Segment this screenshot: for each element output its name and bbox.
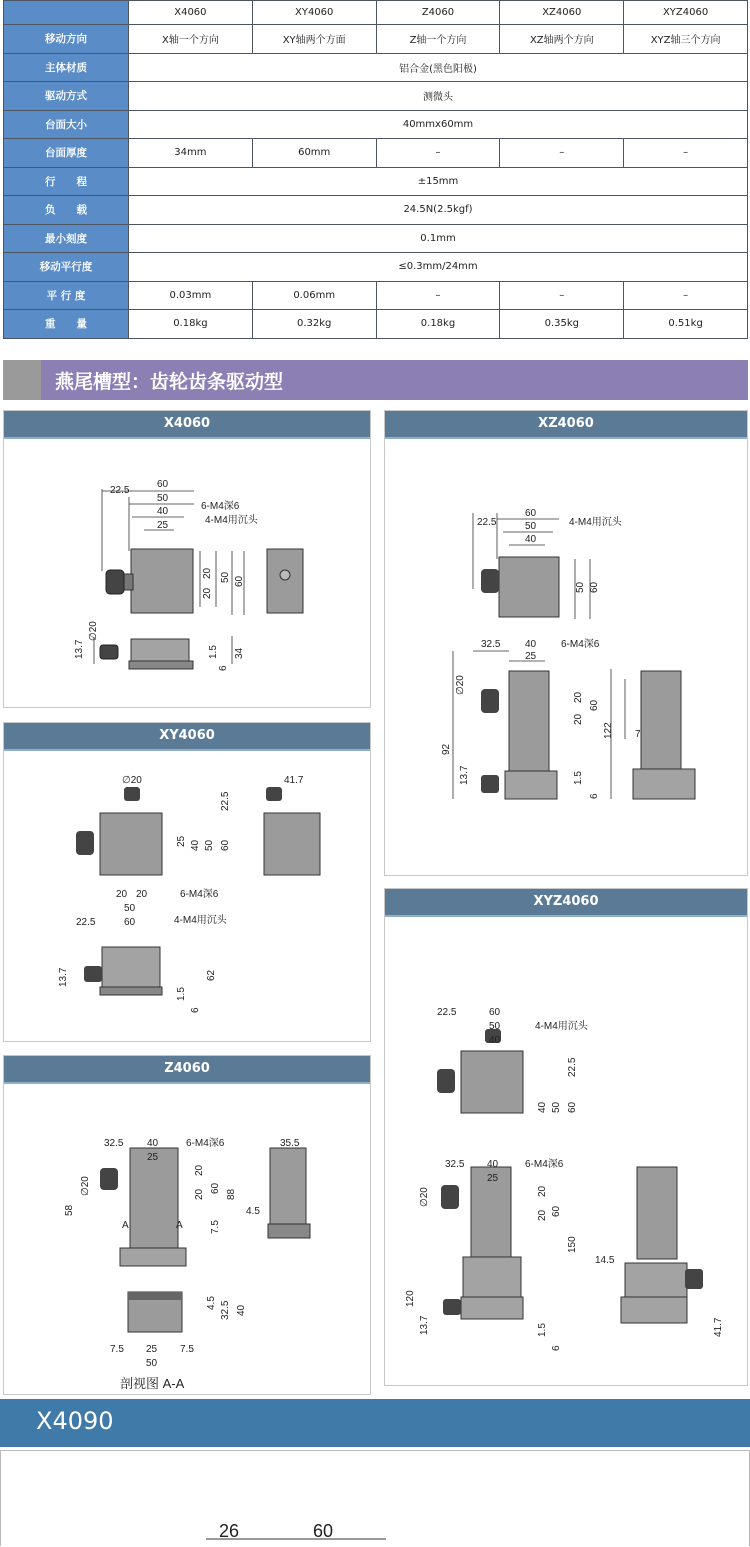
dim-label: 25	[146, 1344, 158, 1355]
dim-label: 4-M4用沉头	[174, 915, 227, 926]
row-label: 负 载	[4, 196, 129, 225]
dim-label: 6-M4深6	[525, 1159, 564, 1170]
dim-label: 60	[157, 479, 169, 490]
dim-label: 50	[124, 903, 136, 914]
dim-label: ∅20	[80, 1176, 91, 1196]
row-label: 行 程	[4, 167, 129, 196]
dim-label: ∅20	[419, 1187, 430, 1207]
table-cell: 34mm	[129, 139, 253, 168]
table-cell: 0.03mm	[129, 281, 253, 310]
row-label: 移动平行度	[4, 253, 129, 282]
panel-xz4060	[384, 410, 748, 876]
x4090-header	[0, 1399, 750, 1447]
dim-label: 20	[202, 567, 213, 579]
dim-label: 6	[190, 1007, 201, 1013]
row-label: 驱动方式	[4, 82, 129, 111]
dim-label: 20	[537, 1209, 548, 1221]
dim-label: 50	[525, 521, 537, 532]
table-cell: –	[624, 139, 748, 168]
dim-label: 25	[147, 1152, 159, 1163]
dim-label: 6	[218, 665, 229, 671]
dim-label: 60	[489, 1007, 501, 1018]
dim-label: 22.5	[477, 517, 497, 528]
dim-label: 25	[176, 835, 187, 847]
dim-label: 150	[567, 1236, 578, 1253]
dim-label: 20	[202, 587, 213, 599]
dim-label: 40	[157, 506, 169, 517]
banner-accent	[3, 360, 41, 400]
dim-label: 4-M4用沉头	[535, 1021, 588, 1032]
table-header-row	[4, 1, 748, 25]
dim-label: 22.5	[76, 917, 96, 928]
x4060-drawing	[4, 439, 370, 707]
dim-label: 4.5	[246, 1206, 260, 1217]
dim-label: 62	[206, 969, 217, 981]
dim-label: 6	[551, 1345, 562, 1351]
dim-label: 25	[487, 1173, 499, 1184]
table-row	[4, 110, 748, 139]
dim-label: 20	[194, 1188, 205, 1200]
table-cell: 40mmx60mm	[129, 110, 748, 139]
dim-label: 14.5	[595, 1255, 615, 1266]
table-cell: X轴一个方向	[129, 25, 253, 54]
xz4060-drawing	[385, 439, 747, 875]
dim-label: 1.5	[537, 1323, 548, 1337]
dim-label: 22.5	[110, 485, 130, 496]
dim-label: 4-M4用沉头	[569, 517, 622, 528]
table-cell: 0.51kg	[624, 310, 748, 339]
table-corner-cell	[4, 1, 129, 25]
dim-label: 88	[226, 1188, 237, 1200]
table-header-cell: X4060	[129, 1, 253, 25]
table-row	[4, 82, 748, 111]
dim-label: 40	[236, 1304, 247, 1316]
table-header-cell: XZ4060	[500, 1, 624, 25]
table-cell: –	[624, 281, 748, 310]
panel-xy4060	[3, 722, 371, 1042]
table-row	[4, 281, 748, 310]
row-label: 最小刻度	[4, 224, 129, 253]
table-cell: ±15mm	[129, 167, 748, 196]
dim-label: 40	[537, 1101, 548, 1113]
dim-label: 58	[64, 1204, 75, 1216]
table-header-cell: Z4060	[376, 1, 500, 25]
dim-label: 1.5	[573, 771, 584, 785]
dim-label: 60	[124, 917, 136, 928]
table-cell: 0.06mm	[252, 281, 376, 310]
dim-label: 60	[234, 575, 245, 587]
dim-label: 32.5	[445, 1159, 465, 1170]
table-cell: XY轴两个方面	[252, 25, 376, 54]
dim-label: 122	[603, 722, 614, 739]
table-cell: 0.18kg	[376, 310, 500, 339]
dim-label: 20	[194, 1164, 205, 1176]
dim-label: 6-M4深6	[561, 639, 600, 650]
dim-label: 60	[567, 1101, 578, 1113]
table-row	[4, 196, 748, 225]
panel-x4060	[3, 410, 371, 708]
dim-label: 41.7	[284, 775, 304, 786]
dim-label: 60	[210, 1182, 221, 1194]
dim-label: 6	[589, 793, 600, 799]
dim-label: 60	[313, 1521, 334, 1541]
dim-label: 32.5	[481, 639, 501, 650]
dim-label: 32.5	[220, 1300, 231, 1320]
xy4060-drawing	[4, 751, 370, 1041]
dim-label: 120	[405, 1290, 416, 1307]
dim-label: 60	[551, 1205, 562, 1217]
dim-label: 20	[136, 889, 148, 900]
dim-label: 20	[573, 691, 584, 703]
dim-label: 60	[525, 508, 537, 519]
table-header-cell: XY4060	[252, 1, 376, 25]
dim-label: 20	[537, 1185, 548, 1197]
dim-label: 1.5	[208, 645, 219, 659]
dim-label: 50	[220, 571, 231, 583]
row-label: 重 量	[4, 310, 129, 339]
table-cell: 60mm	[252, 139, 376, 168]
dim-label: 50	[204, 839, 215, 851]
dim-label: 6-M4深6	[186, 1138, 225, 1149]
panel-title: XYZ4060	[385, 889, 747, 915]
dim-label: 32.5	[104, 1138, 124, 1149]
dim-label: 40	[489, 1035, 501, 1046]
table-row	[4, 53, 748, 82]
table-cell: 0.18kg	[129, 310, 253, 339]
spec-table	[3, 0, 748, 339]
dim-label: 41.7	[713, 1317, 724, 1337]
dim-label: 60	[589, 581, 600, 593]
section-banner	[3, 360, 748, 400]
dim-label: 22.5	[220, 791, 231, 811]
table-row	[4, 310, 748, 339]
dim-label: 4.5	[206, 1296, 217, 1310]
table-row	[4, 167, 748, 196]
dim-label: 6-M4深6	[180, 889, 219, 900]
dim-label: 7	[635, 729, 641, 740]
dim-label: 13.7	[58, 967, 69, 987]
dim-label: 13.7	[419, 1315, 430, 1335]
dim-label: 22.5	[567, 1057, 578, 1077]
table-row	[4, 224, 748, 253]
row-label: 主体材质	[4, 53, 129, 82]
dim-label: 50	[157, 493, 169, 504]
dim-label: 60	[220, 839, 231, 851]
table-row	[4, 25, 748, 54]
panel-xyz4060	[384, 888, 748, 1386]
dim-label: 6-M4深6	[201, 501, 240, 512]
x4090-title: X4090	[36, 1407, 114, 1435]
dim-label: 35.5	[280, 1138, 300, 1149]
dim-label: 40	[190, 839, 201, 851]
table-cell: 24.5N(2.5kgf)	[129, 196, 748, 225]
dim-label: 1.5	[176, 987, 187, 1001]
dim-label: 34	[234, 647, 245, 659]
table-cell: Z轴一个方向	[376, 25, 500, 54]
panel-title: X4060	[4, 411, 370, 437]
panel-z4060	[3, 1055, 371, 1395]
dim-label: 7.5	[110, 1344, 124, 1355]
dim-label: 40	[487, 1159, 499, 1170]
dim-label: A	[176, 1220, 183, 1231]
x4090-drawing-area	[0, 1450, 750, 1546]
dim-label: 26	[219, 1521, 240, 1541]
table-cell: 0.32kg	[252, 310, 376, 339]
dim-label: ∅20	[455, 675, 466, 695]
dim-label: 40	[147, 1138, 159, 1149]
dim-label: 7.5	[210, 1220, 221, 1234]
section-title: 燕尾槽型：齿轮齿条驱动型	[55, 371, 284, 393]
dim-label: 25	[157, 520, 169, 531]
table-cell: 铝合金(黑色阳极)	[129, 53, 748, 82]
table-cell: 0.1mm	[129, 224, 748, 253]
table-cell: –	[376, 281, 500, 310]
dim-label: 50	[551, 1101, 562, 1113]
dim-label: 50	[146, 1358, 158, 1369]
dim-label: 22.5	[437, 1007, 457, 1018]
dim-label: A	[122, 1220, 129, 1231]
dim-label: 13.7	[459, 765, 470, 785]
panel-title: XY4060	[4, 723, 370, 749]
dim-label: 40	[525, 534, 537, 545]
dim-label: 40	[525, 639, 537, 650]
dim-label: ∅20	[88, 621, 99, 641]
row-label: 台面大小	[4, 110, 129, 139]
table-cell: 0.35kg	[500, 310, 624, 339]
table-cell: ≤0.3mm/24mm	[129, 253, 748, 282]
xyz4060-drawing	[385, 917, 747, 1385]
panel-title: XZ4060	[385, 411, 747, 437]
table-cell: XZ轴两个方向	[500, 25, 624, 54]
table-cell: XYZ轴三个方向	[624, 25, 748, 54]
x4090-drawing	[1, 1451, 749, 1547]
dim-label: 20	[116, 889, 128, 900]
table-row	[4, 253, 748, 282]
z4060-drawing	[4, 1084, 370, 1394]
dim-label: 60	[589, 699, 600, 711]
dim-label: 13.7	[74, 639, 85, 659]
table-cell: 测微头	[129, 82, 748, 111]
dim-label: 25	[525, 651, 537, 662]
table-cell: –	[376, 139, 500, 168]
dim-label: 4-M4用沉头	[205, 515, 258, 526]
row-label: 移动方向	[4, 25, 129, 54]
dim-label: 50	[575, 581, 586, 593]
section-view-caption: 剖视图 A-A	[120, 1376, 185, 1391]
panel-title: Z4060	[4, 1056, 370, 1082]
table-row	[4, 139, 748, 168]
dim-label: 20	[573, 713, 584, 725]
dim-label: 92	[441, 743, 452, 755]
dim-label: 50	[489, 1021, 501, 1032]
table-cell: –	[500, 139, 624, 168]
dim-label: ∅20	[122, 775, 142, 786]
row-label: 平 行 度	[4, 281, 129, 310]
table-cell: –	[500, 281, 624, 310]
row-label: 台面厚度	[4, 139, 129, 168]
table-header-cell: XYZ4060	[624, 1, 748, 25]
dim-label: 7.5	[180, 1344, 194, 1355]
